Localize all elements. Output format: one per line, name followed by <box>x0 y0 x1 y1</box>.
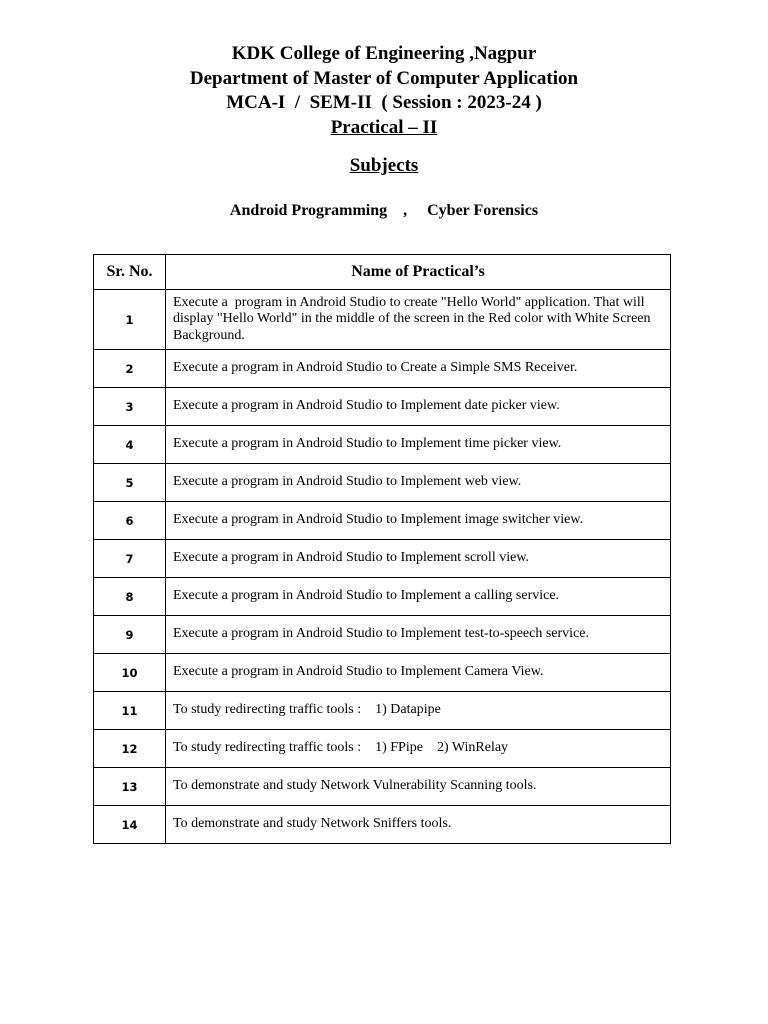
document-header <box>0 42 768 140</box>
row-practical-name: Execute a program in Android Studio to create "Hello World" application. That will display "Hello World" in the middle of the screen in the Red color with White Screen Background. <box>166 290 671 350</box>
row-sr-no: 7 <box>94 540 166 578</box>
row-practical-name: To demonstrate and study Network Vulnerability Scanning tools. <box>166 768 671 806</box>
row-practical-name: Execute a program in Android Studio to Implement a calling service. <box>166 578 671 616</box>
department-name: Department of Master of Computer Application <box>189 67 579 89</box>
subjects-list: Android Programming , Cyber Forensics <box>229 202 539 219</box>
table-row <box>94 578 671 616</box>
row-practical-name: Execute a program in Android Studio to Create a Simple SMS Receiver. <box>166 350 671 388</box>
row-sr-no: 11 <box>94 692 166 730</box>
row-practical-name: Execute a program in Android Studio to Implement image switcher view. <box>166 502 671 540</box>
row-sr-no: 2 <box>94 350 166 388</box>
column-header-practical-name: Name of Practical’s <box>166 255 671 290</box>
table-row <box>94 730 671 768</box>
row-sr-no: 1 <box>94 290 166 350</box>
row-sr-no: 14 <box>94 806 166 844</box>
row-sr-no: 12 <box>94 730 166 768</box>
row-practical-name: Execute a program in Android Studio to Implement web view. <box>166 464 671 502</box>
row-sr-no: 9 <box>94 616 166 654</box>
table-row <box>94 806 671 844</box>
table-header-row <box>94 255 671 290</box>
row-practical-name: To study redirecting traffic tools : 1) Datapipe <box>166 692 671 730</box>
table-row <box>94 502 671 540</box>
table-row <box>94 692 671 730</box>
row-practical-name: To demonstrate and study Network Sniffers tools. <box>166 806 671 844</box>
table-row <box>94 616 671 654</box>
table-row <box>94 654 671 692</box>
row-sr-no: 5 <box>94 464 166 502</box>
table-row <box>94 768 671 806</box>
college-name: KDK College of Engineering ,Nagpur <box>231 43 537 64</box>
column-header-sr-no: Sr. No. <box>94 255 166 290</box>
practicals-table <box>93 254 671 844</box>
table-row <box>94 464 671 502</box>
practical-title: Practical – II <box>330 116 438 138</box>
row-practical-name: Execute a program in Android Studio to Implement test-to-speech service. <box>166 616 671 654</box>
row-sr-no: 4 <box>94 426 166 464</box>
row-practical-name: To study redirecting traffic tools : 1) FPipe 2) WinRelay <box>166 730 671 768</box>
row-sr-no: 8 <box>94 578 166 616</box>
table-row <box>94 388 671 426</box>
row-sr-no: 13 <box>94 768 166 806</box>
row-sr-no: 6 <box>94 502 166 540</box>
row-practical-name: Execute a program in Android Studio to Implement time picker view. <box>166 426 671 464</box>
table-row <box>94 540 671 578</box>
table-row <box>94 290 671 350</box>
row-practical-name: Execute a program in Android Studio to Implement Camera View. <box>166 654 671 692</box>
row-practical-name: Execute a program in Android Studio to Implement scroll view. <box>166 540 671 578</box>
table-row <box>94 426 671 464</box>
class-session: MCA-I / SEM-II ( Session : 2023-24 ) <box>226 92 542 113</box>
subjects-heading: Subjects <box>349 155 419 176</box>
row-sr-no: 3 <box>94 388 166 426</box>
row-practical-name: Execute a program in Android Studio to Implement date picker view. <box>166 388 671 426</box>
row-sr-no: 10 <box>94 654 166 692</box>
table-row <box>94 350 671 388</box>
